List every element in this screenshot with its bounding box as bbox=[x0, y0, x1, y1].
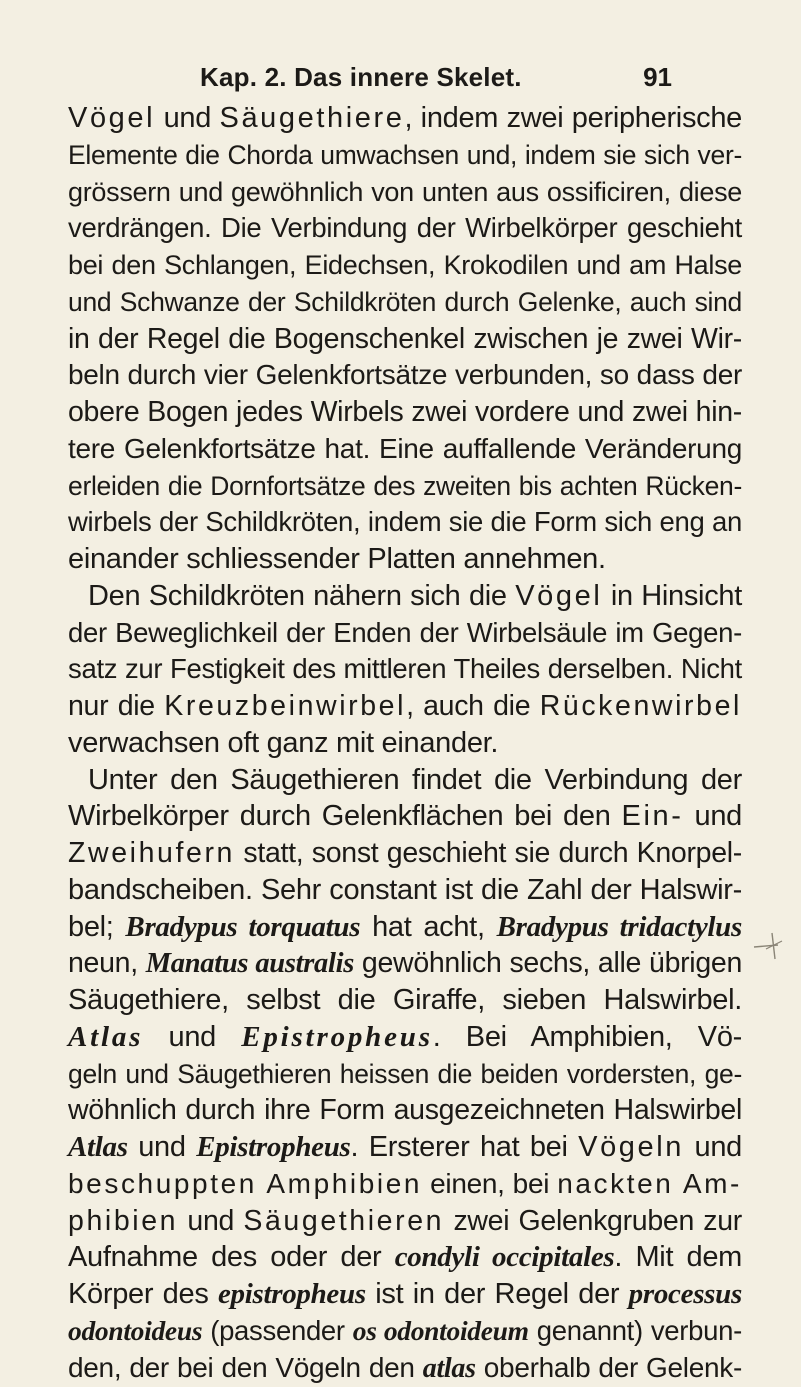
text-segment: . Bei Amphibien, Vö- bbox=[432, 1020, 742, 1053]
text-line bbox=[68, 1129, 742, 1166]
emphasized-text: condyli occipitales bbox=[394, 1241, 615, 1274]
running-head: Kap. 2. Das innere Skelet. bbox=[200, 62, 522, 92]
text-segment: obere Bogen jedes Wirbels zwei vordere und zwei hin- bbox=[68, 396, 742, 428]
text-segment: einen, bei bbox=[422, 1167, 558, 1199]
text-line bbox=[68, 137, 742, 174]
text-line bbox=[68, 872, 742, 909]
emphasized-text: Kreuzbeinwirbel bbox=[164, 690, 407, 722]
text-line bbox=[68, 1092, 742, 1129]
emphasized-text: Atlas bbox=[68, 1020, 144, 1053]
emphasized-text: beschuppten Amphibien bbox=[68, 1167, 423, 1199]
text-line bbox=[68, 1203, 742, 1240]
text-segment: (passender bbox=[202, 1314, 353, 1346]
text-line bbox=[68, 1350, 742, 1387]
text-line bbox=[68, 1166, 742, 1203]
emphasized-text: Epistropheus bbox=[196, 1131, 351, 1163]
text-segment: erleiden die Dornfortsätze des zweiten bis achten Rücken- bbox=[68, 470, 742, 501]
text-segment: und bbox=[143, 1020, 242, 1053]
text-line bbox=[68, 725, 742, 762]
text-line bbox=[68, 1313, 742, 1350]
emphasized-text: Vögel bbox=[68, 102, 156, 134]
emphasized-text: Ein- bbox=[621, 800, 684, 833]
emphasized-text: odontoideus bbox=[68, 1314, 203, 1346]
text-segment: und bbox=[683, 800, 742, 833]
text-segment: den, der bei den Vögeln den bbox=[68, 1351, 423, 1383]
text-line bbox=[68, 1239, 742, 1276]
text-segment: hat acht, bbox=[360, 910, 497, 943]
text-segment: verdrängen. Die Verbindung der Wirbelkörper geschieht bbox=[68, 212, 742, 244]
emphasized-text: Vögel bbox=[515, 579, 603, 612]
emphasized-text: Manatus australis bbox=[145, 948, 355, 980]
text-segment: Aufnahme des oder der bbox=[68, 1241, 395, 1274]
emphasized-text: os odontoideum bbox=[352, 1314, 529, 1346]
emphasized-text: atlas bbox=[422, 1352, 476, 1384]
text-line bbox=[68, 909, 742, 946]
text-line bbox=[68, 1019, 742, 1056]
text-line bbox=[68, 247, 742, 284]
text-line bbox=[68, 578, 742, 615]
emphasized-text: Säugethiere bbox=[219, 102, 405, 134]
emphasized-text: nackten Am- bbox=[557, 1167, 742, 1199]
text-line bbox=[68, 762, 742, 799]
text-line bbox=[68, 1056, 742, 1093]
text-segment: Unter den Säugethieren findet die Verbindung der bbox=[88, 763, 742, 796]
text-line bbox=[68, 688, 742, 725]
text-line bbox=[68, 321, 742, 358]
text-segment: , auch die bbox=[406, 690, 540, 722]
emphasized-text: processus bbox=[628, 1278, 742, 1310]
text-segment: bei den Schlangen, Eidechsen, Krokodilen und am Halse bbox=[68, 250, 742, 280]
text-segment: . Mit dem bbox=[614, 1241, 743, 1274]
text-line bbox=[68, 210, 742, 247]
emphasized-text: Vögeln bbox=[578, 1131, 685, 1163]
text-segment: ist in der Regel der bbox=[365, 1278, 629, 1310]
emphasized-text: Zweihufern bbox=[68, 837, 235, 869]
emphasized-text: Epistropheus bbox=[241, 1020, 433, 1053]
text-segment: genannt) verbun- bbox=[528, 1314, 742, 1346]
text-line bbox=[68, 982, 742, 1019]
emphasized-text: Säugethieren bbox=[243, 1204, 445, 1237]
text-line bbox=[68, 615, 742, 652]
text-segment: satz zur Festigkeit des mittleren Theiles derselben. Nicht bbox=[68, 653, 742, 685]
text-segment: geln und Säugethieren heissen die beiden vordersten, ge- bbox=[68, 1058, 742, 1089]
text-segment: wöhnlich durch ihre Form ausgezeichneten Halswirbel bbox=[68, 1094, 742, 1127]
text-line bbox=[68, 431, 742, 468]
text-segment: einander schliessender Platten annehmen. bbox=[68, 543, 606, 575]
text-segment: statt, sonst geschieht sie durch Knorpel- bbox=[234, 837, 742, 869]
text-line bbox=[68, 835, 742, 872]
page-number: 91 bbox=[643, 62, 672, 92]
text-segment: in der Regel die Bogenschenkel zwischen je zwei Wir- bbox=[68, 322, 742, 355]
text-segment: oberhalb der Gelenk- bbox=[475, 1351, 743, 1383]
text-line bbox=[68, 945, 742, 982]
text-segment: und Schwanze der Schildkröten durch Gelenke, auch sind bbox=[68, 286, 742, 317]
text-segment: grössern und gewöhnlich von unten aus ossificiren, diese bbox=[68, 176, 742, 207]
text-line bbox=[68, 504, 742, 541]
text-segment: zwei Gelenkgruben zur bbox=[444, 1204, 742, 1237]
page-header bbox=[200, 62, 672, 102]
text-line bbox=[68, 541, 742, 578]
text-segment: beln durch vier Gelenkfortsätze verbunden, so dass der bbox=[68, 359, 742, 391]
text-segment: und bbox=[127, 1131, 197, 1163]
text-line bbox=[68, 1276, 742, 1313]
text-segment: bel; bbox=[68, 910, 126, 943]
text-line bbox=[68, 798, 742, 835]
emphasized-text: Bradypus tridactylus bbox=[496, 910, 742, 943]
text-line bbox=[68, 284, 742, 321]
pencil-cross-mark-icon bbox=[752, 925, 792, 965]
text-segment: nur die bbox=[68, 690, 165, 722]
text-segment: in Hinsicht bbox=[602, 579, 742, 612]
text-segment: Körper des bbox=[68, 1278, 218, 1310]
emphasized-text: Bradypus torquatus bbox=[125, 910, 361, 943]
text-segment: Den Schildkröten nähern sich die bbox=[88, 579, 516, 612]
text-segment: , indem zwei peripherische bbox=[404, 102, 743, 134]
text-line bbox=[68, 174, 742, 211]
text-segment: gewöhnlich sechs, alle übrigen bbox=[354, 947, 742, 980]
text-segment: tere Gelenkfortsätze hat. Eine auffallende Veränderung bbox=[68, 432, 742, 464]
emphasized-text: phibien bbox=[68, 1204, 179, 1237]
text-segment: und bbox=[684, 1131, 743, 1163]
text-line bbox=[68, 394, 742, 431]
text-segment: Elemente die Chorda umwachsen und, indem sie sich ver- bbox=[68, 139, 742, 170]
text-segment: wirbels der Schildkröten, indem sie die Form sich eng an bbox=[68, 506, 742, 538]
text-segment: Säugethiere, selbst die Giraffe, sieben Halswirbel. bbox=[68, 984, 742, 1016]
emphasized-text: Atlas bbox=[68, 1131, 128, 1163]
text-line bbox=[68, 357, 742, 394]
text-segment: der Beweglichkeil der Enden der Wirbelsäule im Gegen- bbox=[68, 616, 742, 648]
emphasized-text: Rückenwirbel bbox=[539, 690, 742, 722]
text-segment: neun, bbox=[68, 947, 146, 980]
text-segment: und bbox=[178, 1204, 244, 1237]
emphasized-text: epistropheus bbox=[217, 1278, 366, 1310]
body-text bbox=[68, 100, 742, 1386]
text-line bbox=[68, 468, 742, 505]
text-segment: bandscheiben. Sehr constant ist die Zahl der Halswir- bbox=[68, 873, 742, 906]
text-segment: . Ersterer hat bei bbox=[350, 1131, 579, 1163]
text-segment: Wirbelkörper durch Gelenkflächen bei den bbox=[68, 800, 622, 833]
text-line bbox=[68, 651, 742, 688]
text-line bbox=[68, 100, 742, 137]
text-segment: verwachsen oft ganz mit einander. bbox=[68, 726, 499, 759]
text-segment: und bbox=[155, 102, 220, 134]
